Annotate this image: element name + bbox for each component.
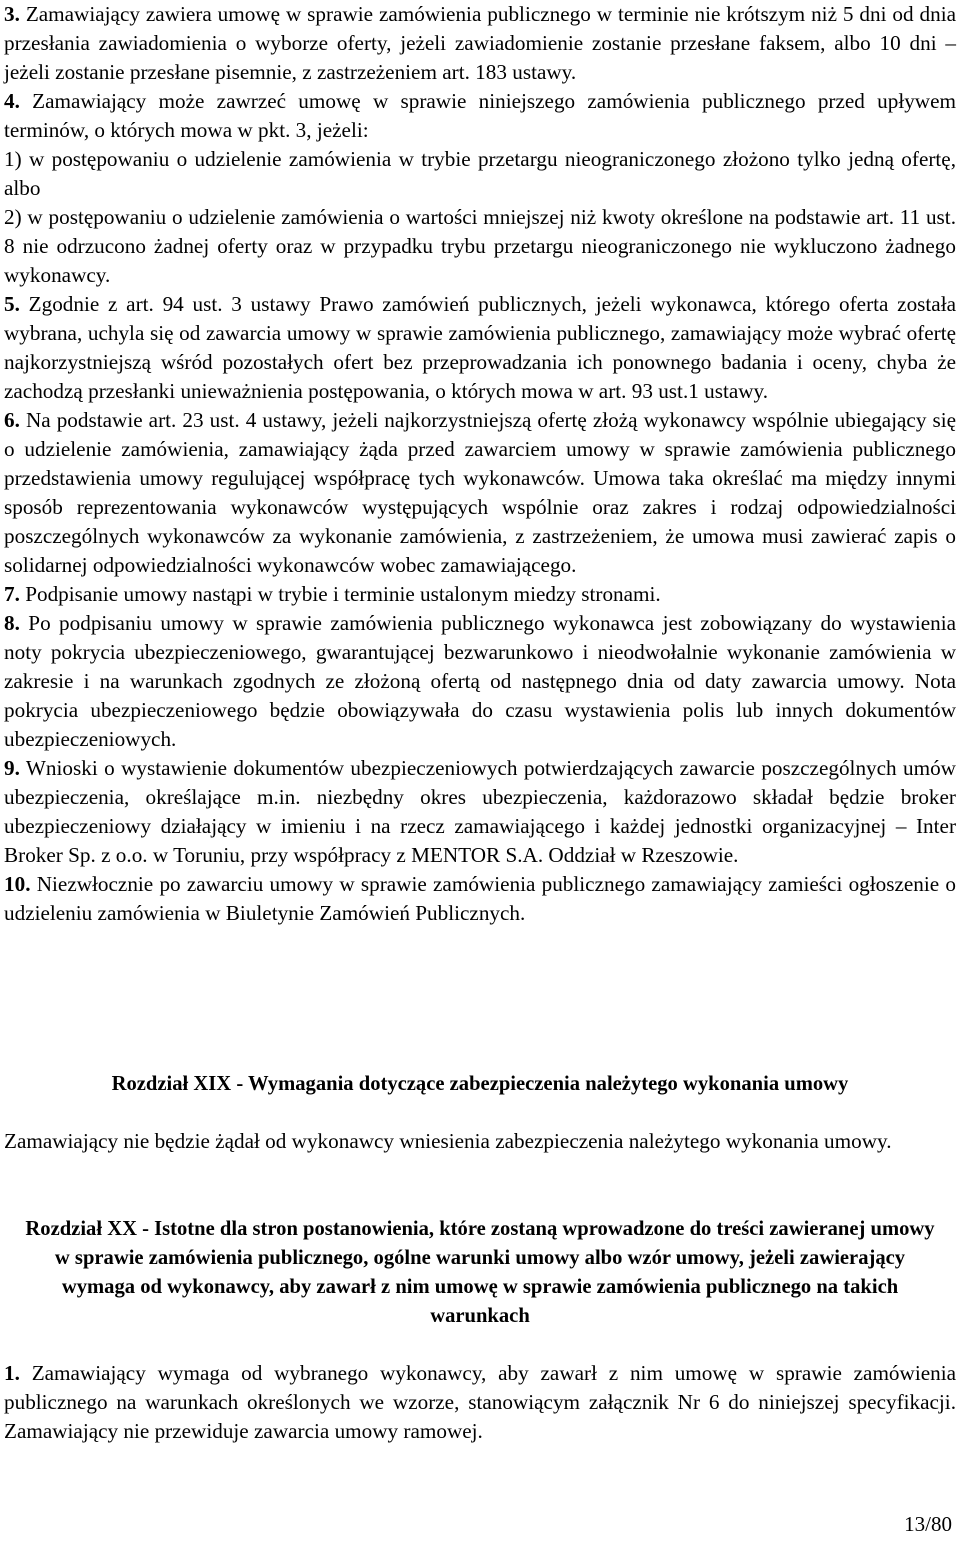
item-text: 1) w postępowaniu o udzielenie zamówienia w trybie przetargu nieograniczonego złożono tylko jedną ofertę, albo	[4, 147, 956, 200]
list-item	[4, 87, 956, 145]
list-item	[4, 754, 956, 870]
list-item	[4, 580, 956, 609]
section-body: Zamawiający nie będzie żądał od wykonawcy wniesienia zabezpieczenia należytego wykonania umowy.	[4, 1129, 892, 1153]
item-text: Zamawiający wymaga od wybranego wykonawcy, aby zawarł z nim umowę w sprawie zamówienia publicznego na warunkach określonych we wzorze, stanowiącym załącznik Nr 6 do niniejszej specyfikacji. Zamawiający nie przewiduje zawarcia umowy ramowej.	[4, 1361, 957, 1443]
item-text: Na podstawie art. 23 ust. 4 ustawy, jeżeli najkorzystniejszą ofertę złożą wykonawcy wspólnie ubiegający się o udzielenie zamówienia, zamawiający żąda przed zawarciem umowy w sprawie zamówienia publicznego przedstawienia umowy regulującej współpracę tych wykonawców. Umowa taka określać ma między innymi sposób reprezentowania wykonawców występujących wspólnie oraz zakres i rodzaj odpowiedzialności poszczególnych wykonawców za wykonanie zamówienia, z zastrzeżeniem, że umowa musi zawierać zapis o solidarnej odpowiedzialności wykonawców wobec zamawiającego.	[4, 408, 957, 577]
list-item	[4, 1359, 956, 1446]
page-number: 13/80	[904, 1512, 952, 1536]
item-number: 8.	[4, 611, 20, 635]
item-number: 6.	[4, 408, 20, 432]
item-number: 3.	[4, 2, 20, 26]
list-item	[4, 609, 956, 754]
item-text: Zamawiający może zawrzeć umowę w sprawie niniejszego zamówienia publicznego przed upływem terminów, o których mowa w pkt. 3, jeżeli:	[4, 89, 956, 142]
item-number: 1.	[4, 1361, 20, 1385]
item-text: Podpisanie umowy nastąpi w trybie i terminie ustalonym miedzy stronami.	[25, 582, 661, 606]
list-item	[4, 406, 956, 580]
sub-item	[4, 203, 956, 290]
conditions-list	[4, 0, 956, 928]
item-number: 4.	[4, 89, 20, 113]
section-heading: Rozdział XIX - Wymagania dotyczące zabezpieczenia należytego wykonania umowy	[111, 1073, 849, 1095]
sub-item	[4, 145, 956, 203]
section-heading: Rozdział XX - Istotne dla stron postanowienia, które zostaną wprowadzone do treści zawieranej umowy w sprawie zamówienia publicznego, ogólne warunki umowy albo wzór umowy, jeżeli zawierający wymaga od wykonawcy, aby zawarł z nim umowę w sprawie zamówienia publicznego na takich warunkach	[25, 1218, 935, 1327]
item-text: Niezwłocznie po zawarciu umowy w sprawie zamówienia publicznego zamawiający zamieści ogłoszenie o udzieleniu zamówienia w Biuletynie Zamówień Publicznych.	[4, 872, 957, 925]
item-text: Zgodnie z art. 94 ust. 3 ustawy Prawo zamówień publicznych, jeżeli wykonawca, którego oferta została wybrana, uchyla się od zawarcia umowy w sprawie zamówienia publicznego, zamawiający może wybrać ofertę najkorzystniejszą wśród pozostałych ofert bez przeprowadzania ich ponownego badania i oceny, chyba że zachodzą przesłanki unieważnienia postępowania, o których mowa w art. 93 ust.1 ustawy.	[4, 292, 957, 403]
item-number: 9.	[4, 756, 20, 780]
list-item	[4, 290, 956, 406]
list-item	[4, 870, 956, 928]
list-item	[4, 0, 956, 87]
item-text: Po podpisaniu umowy w sprawie zamówienia publicznego wykonawca jest zobowiązany do wystawienia noty pokrycia ubezpieczeniowego, gwarantującej bezwarunkowo i nieodwołalnie wykonanie zamówienia w zakresie i na warunkach zgodnych ze złożoną ofertą od następnego dnia od daty zawarcia umowy. Nota pokrycia ubezpieczeniowego będzie obowiązywała do czasu wystawienia polis lub innych dokumentów ubezpieczeniowych.	[4, 611, 957, 751]
item-number: 10.	[4, 872, 31, 896]
item-text: Wnioski o wystawienie dokumentów ubezpieczeniowych potwierdzających zawarcie poszczególnych umów ubezpieczenia, określające m.in. niezbędny okres ubezpieczenia, każdorazowo składał będzie broker ubezpieczeniowy działający w imieniu i na rzecz zamawiającego i każdej jednostki organizacyjnej – Inter Broker Sp. z o.o. w Toruniu, przy współpracy z MENTOR S.A. Oddział w Rzeszowie.	[4, 756, 956, 867]
item-number: 5.	[4, 292, 20, 316]
item-text: Zamawiający zawiera umowę w sprawie zamówienia publicznego w terminie nie krótszym niż 5 dni od dnia przesłania zawiadomienia o wyborze oferty, jeżeli zawiadomienie zostanie przesłane faksem, albo 10 dni – jeżeli zostanie przesłane pisemnie, z zastrzeżeniem art. 183 ustawy.	[4, 2, 957, 84]
item-text: 2) w postępowaniu o udzielenie zamówienia o wartości mniejszej niż kwoty określone na podstawie art. 11 ust. 8 nie odrzucono żadnej oferty oraz w przypadku trybu przetargu nieograniczonego nie wykluczono żadnego wykonawcy.	[4, 205, 956, 287]
item-number: 7.	[4, 582, 20, 606]
